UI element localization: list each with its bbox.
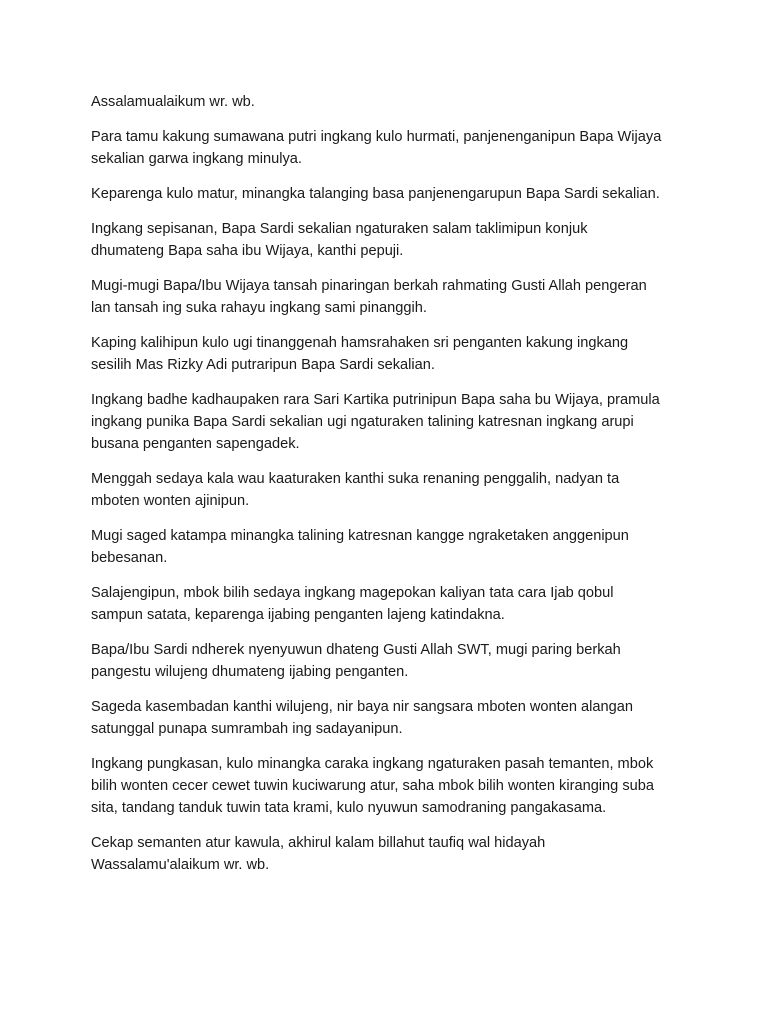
paragraph: Sageda kasembadan kanthi wilujeng, nir baya nir sangsara mboten wonten alangan satunggal punapa sumrambah ing sadayanipun. (91, 699, 633, 737)
paragraph: Ingkang sepisanan, Bapa Sardi sekalian ngaturaken salam taklimipun konjuk dhumateng Bapa saha ibu Wijaya, kanthi pepuji. (91, 221, 588, 259)
paragraph: Keparenga kulo matur, minangka talanging basa panjenengarupun Bapa Sardi sekalian. (91, 186, 660, 202)
paragraph-closing: Cekap semanten atur kawula, akhirul kalam billahut taufiq wal hidayah Wassalamu'alaikum wr. wb. (91, 835, 546, 873)
paragraph: Ingkang badhe kadhaupaken rara Sari Kartika putrinipun Bapa saha bu Wijaya, pramula ingkang punika Bapa Sardi sekalian ugi ngaturaken talining katresnan ingkang arupi busana penganten sapengadek. (91, 392, 660, 452)
paragraph: Ingkang pungkasan, kulo minangka caraka ingkang ngaturaken pasah temanten, mbok bilih wonten cecer cewet tuwin kuciwarung atur, saha mbok bilih wonten kiranging suba sita, tandang tanduk tuwin tata krami, kulo nyuwun samodraning pangakasama. (91, 756, 654, 816)
paragraph: Salajengipun, mbok bilih sedaya ingkang magepokan kaliyan tata cara Ijab qobul sampun satata, keparenga ijabing penganten lajeng katindakna. (91, 585, 614, 623)
paragraph: Mugi-mugi Bapa/Ibu Wijaya tansah pinaringan berkah rahmating Gusti Allah pengeran lan tansah ing suka rahayu ingkang sami pinanggih. (91, 278, 647, 316)
paragraph: Bapa/Ibu Sardi ndherek nyenyuwun dhateng Gusti Allah SWT, mugi paring berkah pangestu wilujeng dhumateng ijabing penganten. (91, 642, 621, 680)
document-body (91, 91, 691, 889)
paragraph: Menggah sedaya kala wau kaaturaken kanthi suka renaning penggalih, nadyan ta mboten wonten ajinipun. (91, 471, 620, 509)
paragraph: Para tamu kakung sumawana putri ingkang kulo hurmati, panjenenganipun Bapa Wijaya sekalian garwa ingkang minulya. (91, 129, 662, 167)
paragraph: Kaping kalihipun kulo ugi tinanggenah hamsrahaken sri penganten kakung ingkang sesilih Mas Rizky Adi putraripun Bapa Sardi sekalian. (91, 335, 629, 373)
paragraph: Mugi saged katampa minangka talining katresnan kangge ngraketaken anggenipun bebesanan. (91, 528, 629, 566)
paragraph-greeting: Assalamualaikum wr. wb. (91, 94, 255, 110)
